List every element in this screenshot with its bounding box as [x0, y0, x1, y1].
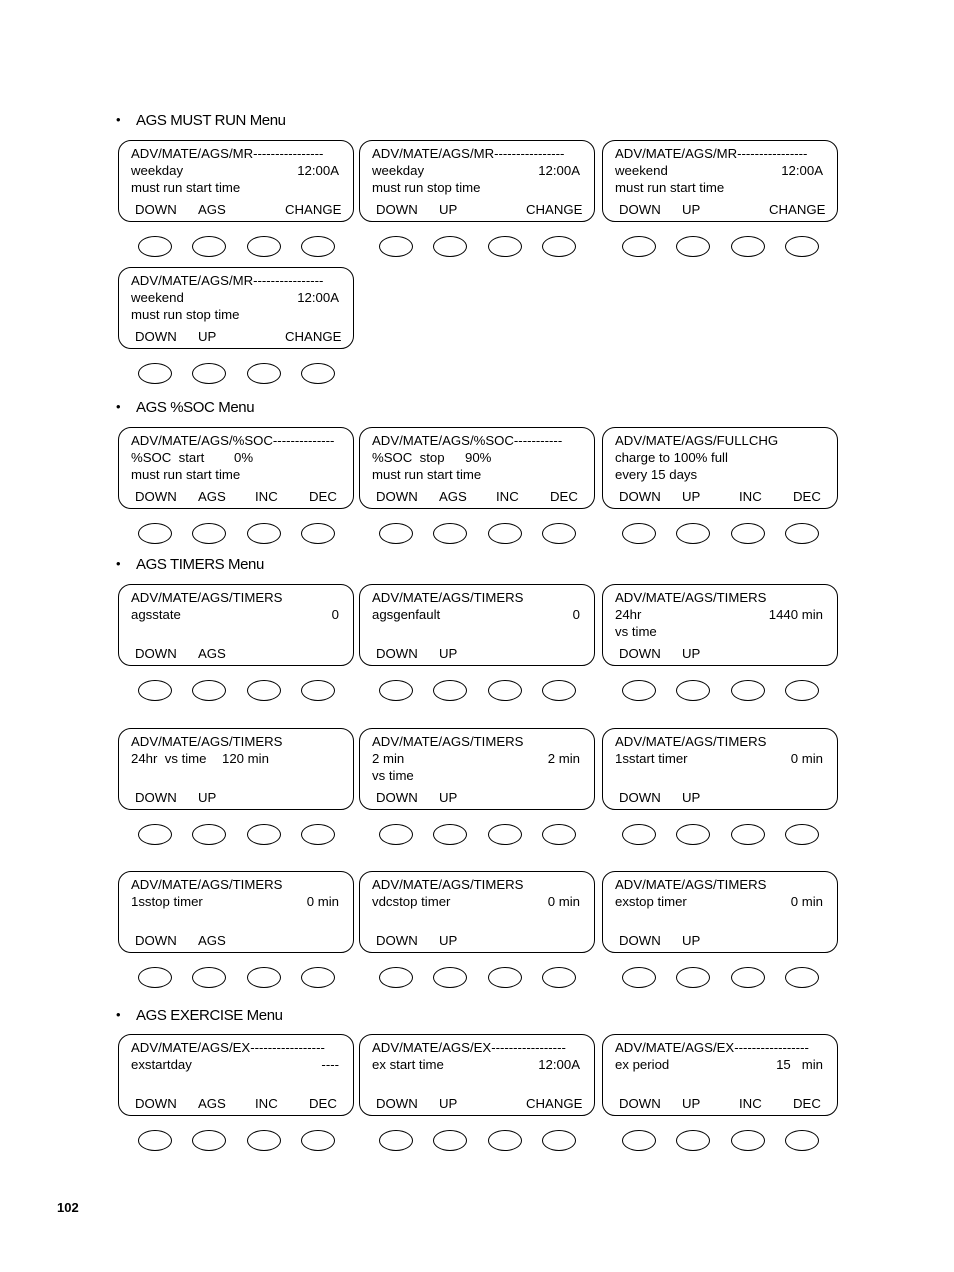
softkey-label-inc: INC — [496, 489, 519, 504]
softkey-label-inc: INC — [739, 489, 762, 504]
softkey-label-down: DOWN — [619, 1096, 661, 1111]
softkey-button-4[interactable] — [301, 363, 335, 384]
screen-value: 90% — [465, 450, 492, 465]
softkey-label-ags: AGS — [198, 646, 226, 661]
screen-line: agsstate — [131, 607, 181, 622]
lcd-screen — [118, 427, 354, 509]
softkey-button-4[interactable] — [301, 967, 335, 988]
softkey-button-4[interactable] — [785, 824, 819, 845]
softkey-label-change: CHANGE — [285, 202, 342, 217]
softkey-button-1[interactable] — [138, 363, 172, 384]
lcd-screen — [359, 728, 595, 810]
screen-value: 0 min — [306, 894, 339, 909]
screen-line: 2 min — [372, 751, 405, 766]
softkey-label-up: UP — [682, 646, 701, 661]
softkey-label-up: UP — [439, 646, 458, 661]
screen-value: 12:00A — [781, 163, 823, 178]
softkey-button-4[interactable] — [301, 824, 335, 845]
softkey-button-1[interactable] — [138, 967, 172, 988]
screen-line: must run stop time — [131, 307, 240, 322]
screen-line: agsgenfault — [372, 607, 441, 622]
screen-value: 12:00A — [538, 163, 580, 178]
softkey-button-4[interactable] — [542, 824, 576, 845]
menu-path: ADV/MATE/AGS/TIMERS — [615, 877, 767, 892]
bullet-glyph: • — [116, 1007, 121, 1022]
softkey-button-2[interactable] — [433, 824, 467, 845]
screen-line: ex period — [615, 1057, 670, 1072]
softkey-button-3[interactable] — [731, 967, 765, 988]
screen-line: %SOC stop — [372, 450, 445, 465]
softkey-label-change: CHANGE — [526, 202, 583, 217]
softkey-button-2[interactable] — [676, 824, 710, 845]
softkey-button-4[interactable] — [301, 680, 335, 701]
bullet-glyph: • — [116, 556, 121, 571]
section-title: AGS EXERCISE Menu — [136, 1007, 283, 1024]
menu-path: ADV/MATE/AGS/TIMERS — [372, 734, 524, 749]
softkey-button-3[interactable] — [247, 1130, 281, 1151]
softkey-button-1[interactable] — [379, 824, 413, 845]
screen-line: must run start time — [131, 467, 241, 482]
screen-line: vdcstop timer — [372, 894, 451, 909]
lcd-screen — [118, 140, 354, 222]
softkey-button-2[interactable] — [676, 680, 710, 701]
softkey-button-1[interactable] — [379, 967, 413, 988]
softkey-label-down: DOWN — [135, 202, 177, 217]
softkey-button-2[interactable] — [192, 1130, 226, 1151]
lcd-screen — [118, 267, 354, 349]
screen-value: ---- — [321, 1057, 339, 1072]
softkey-button-3[interactable] — [488, 236, 522, 257]
softkey-button-4[interactable] — [542, 680, 576, 701]
section-title: AGS TIMERS Menu — [136, 556, 264, 573]
screen-line: weekend — [615, 163, 668, 178]
screen-value: 12:00A — [538, 1057, 580, 1072]
softkey-label-ags: AGS — [198, 202, 226, 217]
softkey-label-dec: DEC — [309, 1096, 337, 1111]
menu-path: ADV/MATE/AGS/TIMERS — [372, 590, 524, 605]
screen-value: 12:00A — [297, 290, 339, 305]
softkey-label-down: DOWN — [376, 489, 418, 504]
softkey-label-ags: AGS — [439, 489, 467, 504]
screen-line: every 15 days — [615, 467, 698, 482]
screen-line: weekday — [372, 163, 425, 178]
lcd-screen — [118, 871, 354, 953]
softkey-button-2[interactable] — [676, 1130, 710, 1151]
softkey-button-3[interactable] — [731, 1130, 765, 1151]
screen-line: charge to 100% full — [615, 450, 728, 465]
softkey-button-3[interactable] — [247, 680, 281, 701]
softkey-button-1[interactable] — [622, 1130, 656, 1151]
softkey-label-down: DOWN — [135, 646, 177, 661]
softkey-label-down: DOWN — [376, 202, 418, 217]
softkey-button-1[interactable] — [138, 680, 172, 701]
lcd-screen — [602, 427, 838, 509]
softkey-label-down: DOWN — [376, 646, 418, 661]
softkey-button-3[interactable] — [731, 236, 765, 257]
screen-line: 24hr vs time — [131, 751, 207, 766]
softkey-button-4[interactable] — [542, 236, 576, 257]
softkey-button-4[interactable] — [301, 236, 335, 257]
softkey-label-up: UP — [439, 790, 458, 805]
lcd-screen — [602, 140, 838, 222]
menu-path: ADV/MATE/AGS/MR---------------- — [131, 273, 324, 288]
lcd-screen — [602, 1034, 838, 1116]
menu-path: ADV/MATE/AGS/%SOC----------- — [372, 433, 563, 448]
softkey-label-ags: AGS — [198, 1096, 226, 1111]
menu-path: ADV/MATE/AGS/%SOC-------------- — [131, 433, 335, 448]
softkey-button-1[interactable] — [138, 824, 172, 845]
screen-value: 15 min — [776, 1057, 823, 1072]
softkey-button-2[interactable] — [192, 967, 226, 988]
softkey-button-1[interactable] — [379, 523, 413, 544]
softkey-button-4[interactable] — [785, 967, 819, 988]
softkey-label-dec: DEC — [309, 489, 337, 504]
menu-path: ADV/MATE/AGS/TIMERS — [372, 877, 524, 892]
menu-path: ADV/MATE/AGS/MR---------------- — [372, 146, 565, 161]
softkey-button-2[interactable] — [433, 1130, 467, 1151]
softkey-label-up: UP — [682, 1096, 701, 1111]
menu-path: ADV/MATE/AGS/FULLCHG — [615, 433, 779, 448]
screen-line: 1sstart timer — [615, 751, 688, 766]
softkey-button-3[interactable] — [731, 523, 765, 544]
screen-line: must run start time — [372, 467, 482, 482]
lcd-screen — [602, 728, 838, 810]
softkey-button-2[interactable] — [192, 236, 226, 257]
softkey-label-inc: INC — [739, 1096, 762, 1111]
softkey-label-up: UP — [682, 202, 701, 217]
softkey-button-4[interactable] — [542, 1130, 576, 1151]
softkey-button-1[interactable] — [622, 236, 656, 257]
lcd-screen — [359, 427, 595, 509]
softkey-button-3[interactable] — [247, 236, 281, 257]
softkey-label-up: UP — [682, 489, 701, 504]
softkey-label-ags: AGS — [198, 933, 226, 948]
lcd-screen — [359, 871, 595, 953]
softkey-label-dec: DEC — [793, 489, 821, 504]
softkey-button-4[interactable] — [301, 523, 335, 544]
menu-path: ADV/MATE/AGS/TIMERS — [131, 590, 283, 605]
softkey-button-2[interactable] — [676, 523, 710, 544]
softkey-button-3[interactable] — [731, 680, 765, 701]
screen-line: ex start time — [372, 1057, 444, 1072]
screen-value: 120 min — [222, 751, 269, 766]
softkey-button-1[interactable] — [138, 1130, 172, 1151]
softkey-button-1[interactable] — [138, 523, 172, 544]
softkey-button-4[interactable] — [542, 967, 576, 988]
softkey-button-2[interactable] — [192, 523, 226, 544]
softkey-button-4[interactable] — [785, 1130, 819, 1151]
screen-line: %SOC start — [131, 450, 205, 465]
lcd-screen — [359, 1034, 595, 1116]
softkey-button-2[interactable] — [192, 824, 226, 845]
softkey-button-2[interactable] — [192, 363, 226, 384]
softkey-button-4[interactable] — [301, 1130, 335, 1151]
screen-value: 0 min — [547, 894, 580, 909]
softkey-label-up: UP — [439, 933, 458, 948]
softkey-button-4[interactable] — [785, 680, 819, 701]
screen-value: 0% — [234, 450, 254, 465]
screen-line: exstartday — [131, 1057, 192, 1072]
softkey-button-1[interactable] — [622, 967, 656, 988]
screen-line: weekend — [131, 290, 184, 305]
softkey-button-3[interactable] — [488, 824, 522, 845]
menu-path: ADV/MATE/AGS/EX----------------- — [615, 1040, 809, 1055]
screen-value: 0 — [572, 607, 580, 622]
softkey-label-up: UP — [439, 1096, 458, 1111]
bullet-glyph: • — [116, 399, 121, 414]
softkey-button-2[interactable] — [192, 680, 226, 701]
softkey-label-up: UP — [439, 202, 458, 217]
softkey-button-1[interactable] — [622, 680, 656, 701]
screen-value: 2 min — [547, 751, 580, 766]
screen-line: vs time — [615, 624, 657, 639]
softkey-label-inc: INC — [255, 489, 278, 504]
section-title: AGS MUST RUN Menu — [136, 112, 286, 129]
screen-line: vs time — [372, 768, 414, 783]
screen-value: 0 min — [790, 894, 823, 909]
bullet-glyph: • — [116, 112, 121, 127]
softkey-button-3[interactable] — [488, 523, 522, 544]
softkey-label-down: DOWN — [135, 933, 177, 948]
lcd-screen — [118, 728, 354, 810]
softkey-button-3[interactable] — [247, 824, 281, 845]
softkey-button-3[interactable] — [247, 967, 281, 988]
lcd-screen — [118, 1034, 354, 1116]
softkey-button-2[interactable] — [676, 236, 710, 257]
screen-line: must run stop time — [372, 180, 481, 195]
screen-value: 0 min — [790, 751, 823, 766]
softkey-label-down: DOWN — [135, 790, 177, 805]
lcd-screen — [602, 871, 838, 953]
screen-value: 1440 min — [768, 607, 823, 622]
softkey-button-3[interactable] — [731, 824, 765, 845]
softkey-label-change: CHANGE — [285, 329, 342, 344]
lcd-screen — [359, 140, 595, 222]
softkey-button-1[interactable] — [379, 1130, 413, 1151]
softkey-label-dec: DEC — [793, 1096, 821, 1111]
section-heading-soc — [116, 399, 255, 416]
screen-value: 0 — [331, 607, 339, 622]
softkey-button-2[interactable] — [433, 236, 467, 257]
softkey-label-down: DOWN — [619, 790, 661, 805]
screen-line: weekday — [131, 163, 184, 178]
section-title: AGS %SOC Menu — [136, 399, 255, 416]
screen-line: 1sstop timer — [131, 894, 203, 909]
screen-line: exstop timer — [615, 894, 687, 909]
softkey-label-change: CHANGE — [769, 202, 826, 217]
softkey-button-2[interactable] — [433, 523, 467, 544]
softkey-label-up: UP — [682, 790, 701, 805]
softkey-label-inc: INC — [255, 1096, 278, 1111]
softkey-label-dec: DEC — [550, 489, 578, 504]
menu-path: ADV/MATE/AGS/TIMERS — [131, 734, 283, 749]
softkey-button-1[interactable] — [138, 236, 172, 257]
softkey-label-change: CHANGE — [526, 1096, 583, 1111]
softkey-button-3[interactable] — [488, 680, 522, 701]
softkey-button-1[interactable] — [379, 680, 413, 701]
softkey-label-down: DOWN — [135, 489, 177, 504]
section-heading-timers — [116, 556, 264, 573]
softkey-label-down: DOWN — [619, 933, 661, 948]
softkey-button-3[interactable] — [247, 363, 281, 384]
softkey-label-down: DOWN — [376, 1096, 418, 1111]
lcd-screen — [118, 584, 354, 666]
softkey-button-2[interactable] — [676, 967, 710, 988]
screen-line: must run start time — [615, 180, 725, 195]
softkey-button-4[interactable] — [785, 523, 819, 544]
softkey-label-up: UP — [198, 790, 217, 805]
softkey-label-ags: AGS — [198, 489, 226, 504]
softkey-button-2[interactable] — [433, 967, 467, 988]
menu-path: ADV/MATE/AGS/TIMERS — [131, 877, 283, 892]
softkey-label-down: DOWN — [376, 790, 418, 805]
menu-path: ADV/MATE/AGS/MR---------------- — [615, 146, 808, 161]
softkey-label-up: UP — [198, 329, 217, 344]
menu-path: ADV/MATE/AGS/TIMERS — [615, 734, 767, 749]
softkey-button-1[interactable] — [622, 824, 656, 845]
section-heading-exercise — [116, 1007, 283, 1024]
menu-path: ADV/MATE/AGS/EX----------------- — [372, 1040, 566, 1055]
softkey-button-3[interactable] — [247, 523, 281, 544]
softkey-button-3[interactable] — [488, 1130, 522, 1151]
lcd-screen — [359, 584, 595, 666]
screen-line: must run start time — [131, 180, 241, 195]
menu-path: ADV/MATE/AGS/TIMERS — [615, 590, 767, 605]
softkey-button-4[interactable] — [785, 236, 819, 257]
softkey-label-down: DOWN — [619, 202, 661, 217]
softkey-label-down: DOWN — [135, 1096, 177, 1111]
softkey-button-1[interactable] — [622, 523, 656, 544]
screen-value: 12:00A — [297, 163, 339, 178]
softkey-label-down: DOWN — [619, 489, 661, 504]
softkey-button-1[interactable] — [379, 236, 413, 257]
softkey-label-down: DOWN — [135, 329, 177, 344]
section-heading-must-run — [116, 112, 286, 129]
menu-path: ADV/MATE/AGS/MR---------------- — [131, 146, 324, 161]
softkey-label-up: UP — [682, 933, 701, 948]
softkey-button-3[interactable] — [488, 967, 522, 988]
softkey-label-down: DOWN — [376, 933, 418, 948]
page-number: 102 — [57, 1200, 79, 1215]
softkey-button-4[interactable] — [542, 523, 576, 544]
menu-path: ADV/MATE/AGS/EX----------------- — [131, 1040, 325, 1055]
softkey-label-down: DOWN — [619, 646, 661, 661]
screen-line: 24hr — [615, 607, 642, 622]
lcd-screen — [602, 584, 838, 666]
softkey-button-2[interactable] — [433, 680, 467, 701]
